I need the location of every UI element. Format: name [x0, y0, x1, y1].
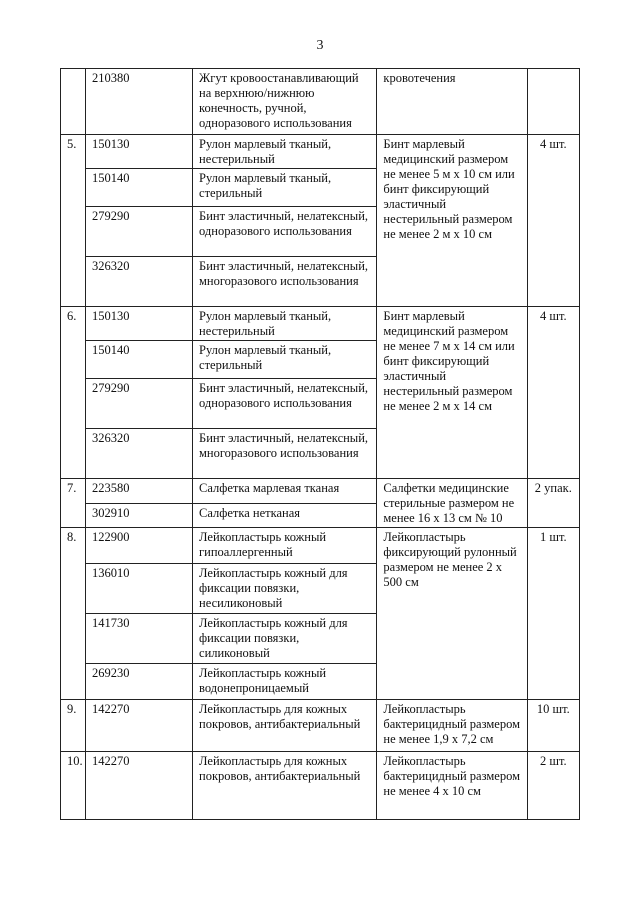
row-number: 5.: [61, 135, 86, 307]
table-row: [61, 752, 580, 820]
item-code: 326320: [86, 257, 193, 307]
row-number: 10.: [61, 752, 86, 820]
item-name: Лейкопластырь кожный гипоаллергенный: [193, 528, 377, 564]
table-row: [61, 479, 580, 504]
item-code: 150130: [86, 307, 193, 341]
item-code: 136010: [86, 564, 193, 614]
item-name: Бинт эластичный, нелатексный, многоразового использования: [193, 429, 377, 479]
item-name: Лейкопластырь кожный для фиксации повязки, несиликоновый: [193, 564, 377, 614]
item-requirement: Салфетки медицинские стерильные размером не менее 16 х 13 см № 10: [377, 479, 527, 528]
item-requirement: кровотечения: [377, 69, 527, 135]
item-name: Рулон марлевый тканый, стерильный: [193, 341, 377, 379]
item-name: Рулон марлевый тканый, нестерильный: [193, 307, 377, 341]
item-name: Бинт эластичный, нелатексный, одноразового использования: [193, 207, 377, 257]
item-requirement: Бинт марлевый медицинский размером не менее 7 м х 14 см или бинт фиксирующий эластичный нестерильный размером не менее 2 м х 14 см: [377, 307, 527, 479]
item-code: 142270: [86, 752, 193, 820]
item-code: 150140: [86, 341, 193, 379]
item-name: Лейкопластырь для кожных покровов, антибактериальный: [193, 700, 377, 752]
item-quantity: 10 шт.: [527, 700, 579, 752]
item-name: Салфетка нетканая: [193, 503, 377, 528]
item-code: 302910: [86, 503, 193, 528]
row-number: 9.: [61, 700, 86, 752]
item-code: 210380: [86, 69, 193, 135]
row-number: [61, 69, 86, 135]
item-code: 150140: [86, 169, 193, 207]
item-name: Рулон марлевый тканый, стерильный: [193, 169, 377, 207]
item-requirement: Лейкопластырь бактерицидный размером не менее 4 х 10 см: [377, 752, 527, 820]
item-code: 122900: [86, 528, 193, 564]
table-row: [61, 528, 580, 564]
item-quantity: 1 шт.: [527, 528, 579, 700]
item-name: Бинт эластичный, нелатексный, многоразового использования: [193, 257, 377, 307]
item-name: Лейкопластырь для кожных покровов, антибактериальный: [193, 752, 377, 820]
item-name: Рулон марлевый тканый, нестерильный: [193, 135, 377, 169]
item-quantity: 4 шт.: [527, 135, 579, 307]
item-quantity: 4 шт.: [527, 307, 579, 479]
item-code: 279290: [86, 207, 193, 257]
item-name: Салфетка марлевая тканая: [193, 479, 377, 504]
page-number: 3: [316, 38, 324, 53]
item-code: 269230: [86, 664, 193, 700]
item-quantity: 2 упак.: [527, 479, 579, 528]
item-quantity: [527, 69, 579, 135]
item-code: 326320: [86, 429, 193, 479]
item-name: Лейкопластырь кожный для фиксации повязки, силиконовый: [193, 614, 377, 664]
medical-kit-table: [60, 68, 580, 820]
table-row: [61, 700, 580, 752]
item-name: Лейкопластырь кожный водонепроницаемый: [193, 664, 377, 700]
item-code: 223580: [86, 479, 193, 504]
item-quantity: 2 шт.: [527, 752, 579, 820]
row-number: 6.: [61, 307, 86, 479]
item-requirement: Лейкопластырь фиксирующий рулонный размером не менее 2 х 500 см: [377, 528, 527, 700]
item-code: 150130: [86, 135, 193, 169]
item-requirement: Бинт марлевый медицинский размером не менее 5 м х 10 см или бинт фиксирующий эластичный нестерильный размером не менее 2 м х 10 см: [377, 135, 527, 307]
table-row: [61, 69, 580, 135]
table-row: [61, 135, 580, 169]
row-number: 8.: [61, 528, 86, 700]
item-code: 142270: [86, 700, 193, 752]
item-name: Бинт эластичный, нелатексный, одноразового использования: [193, 379, 377, 429]
item-name: Жгут кровоостанавливающий на верхнюю/нижнюю конечность, ручной, одноразового использования: [193, 69, 377, 135]
item-code: 279290: [86, 379, 193, 429]
item-code: 141730: [86, 614, 193, 664]
table-row: [61, 307, 580, 341]
row-number: 7.: [61, 479, 86, 528]
item-requirement: Лейкопластырь бактерицидный размером не менее 1,9 х 7,2 см: [377, 700, 527, 752]
